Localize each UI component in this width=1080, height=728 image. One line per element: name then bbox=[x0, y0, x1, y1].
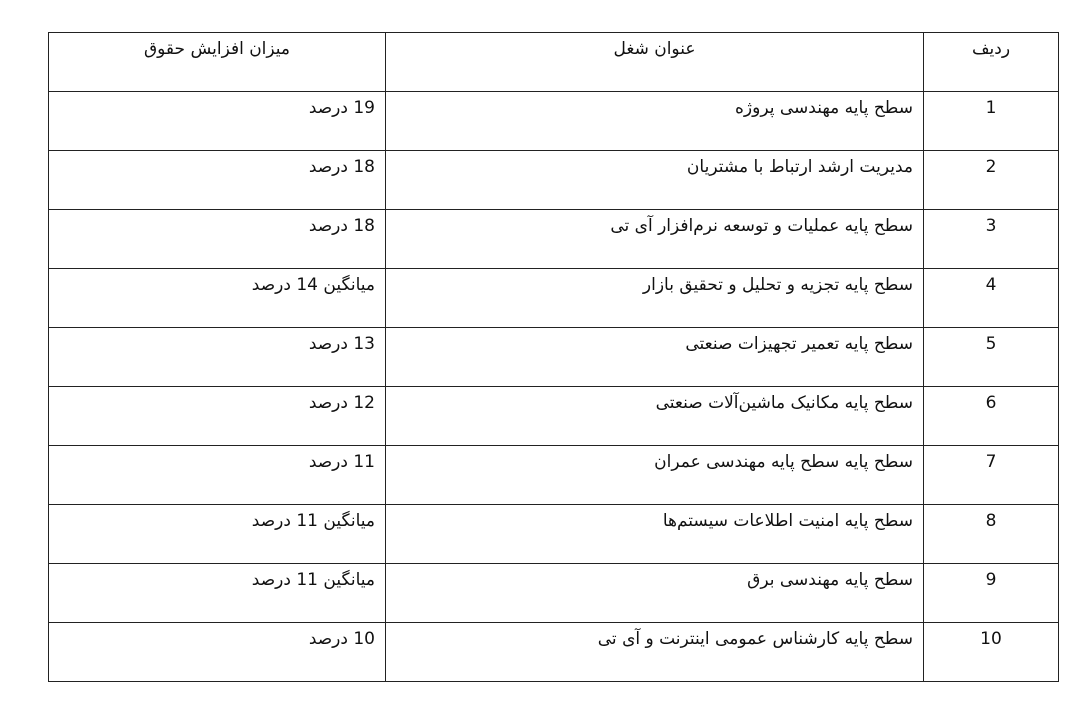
row-number-cell: 8 bbox=[924, 505, 1059, 564]
salary-increase-cell: میانگین 11 درصد bbox=[49, 564, 386, 623]
job-title-cell: سطح پایه سطح پایه مهندسی عمران bbox=[386, 446, 924, 505]
table-row bbox=[49, 151, 1059, 210]
table-row bbox=[49, 623, 1059, 682]
job-title-cell: سطح پایه مهندسی پروژه bbox=[386, 92, 924, 151]
job-title-cell: سطح پایه مهندسی برق bbox=[386, 564, 924, 623]
header-row bbox=[49, 33, 1059, 92]
row-number-cell: 10 bbox=[924, 623, 1059, 682]
row-number-cell: 2 bbox=[924, 151, 1059, 210]
salary-increase-cell: 11 درصد bbox=[49, 446, 386, 505]
row-number-cell: 1 bbox=[924, 92, 1059, 151]
table-row bbox=[49, 446, 1059, 505]
salary-increase-cell: 18 درصد bbox=[49, 210, 386, 269]
table-row bbox=[49, 92, 1059, 151]
salary-increase-cell: میانگین 11 درصد bbox=[49, 505, 386, 564]
job-title-cell: سطح پایه کارشناس عمومی اینترنت و آی تی bbox=[386, 623, 924, 682]
salary-increase-table bbox=[48, 32, 1059, 682]
table-row bbox=[49, 505, 1059, 564]
table-row bbox=[49, 269, 1059, 328]
salary-increase-cell: 13 درصد bbox=[49, 328, 386, 387]
salary-increase-cell: 19 درصد bbox=[49, 92, 386, 151]
salary-increase-cell: میانگین 14 درصد bbox=[49, 269, 386, 328]
job-title-cell: سطح پایه تجزیه و تحلیل و تحقیق بازار bbox=[386, 269, 924, 328]
job-title-cell: سطح پایه عملیات و توسعه نرم‌افزار آی تی bbox=[386, 210, 924, 269]
table-row bbox=[49, 564, 1059, 623]
row-number-cell: 9 bbox=[924, 564, 1059, 623]
header-salary-increase: میزان افزایش حقوق bbox=[49, 33, 386, 92]
table-header bbox=[49, 33, 1059, 92]
row-number-cell: 3 bbox=[924, 210, 1059, 269]
job-title-cell: سطح پایه مکانیک ماشین‌آلات صنعتی bbox=[386, 387, 924, 446]
row-number-cell: 5 bbox=[924, 328, 1059, 387]
row-number-cell: 4 bbox=[924, 269, 1059, 328]
job-title-cell: سطح پایه امنیت اطلاعات سیستم‌ها bbox=[386, 505, 924, 564]
row-number-cell: 7 bbox=[924, 446, 1059, 505]
job-title-cell: مدیریت ارشد ارتباط با مشتریان bbox=[386, 151, 924, 210]
salary-increase-cell: 10 درصد bbox=[49, 623, 386, 682]
table-row bbox=[49, 328, 1059, 387]
table-row bbox=[49, 387, 1059, 446]
table-body bbox=[49, 92, 1059, 682]
job-title-cell: سطح پایه تعمیر تجهیزات صنعتی bbox=[386, 328, 924, 387]
salary-increase-cell: 18 درصد bbox=[49, 151, 386, 210]
row-number-cell: 6 bbox=[924, 387, 1059, 446]
header-row-number: ردیف bbox=[924, 33, 1059, 92]
salary-increase-cell: 12 درصد bbox=[49, 387, 386, 446]
header-job-title: عنوان شغل bbox=[386, 33, 924, 92]
table-row bbox=[49, 210, 1059, 269]
